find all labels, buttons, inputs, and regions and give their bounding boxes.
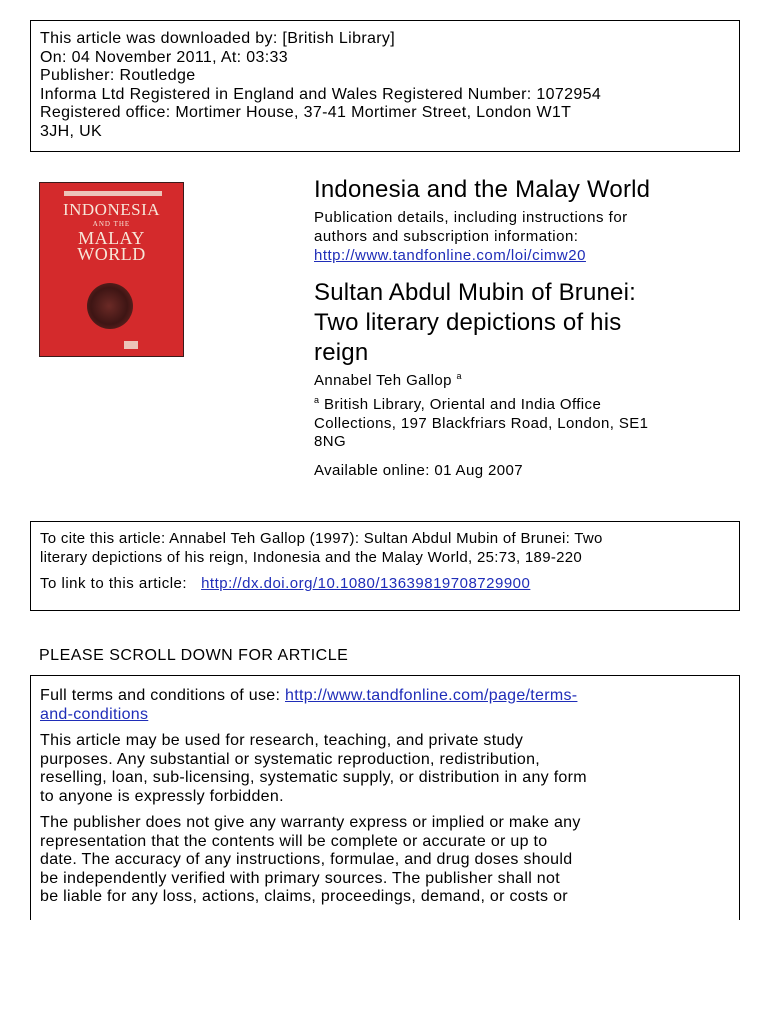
- terms-url-link[interactable]: http://www.tandfonline.com/page/terms-: [285, 687, 578, 704]
- terms-url-link[interactable]: and-conditions: [40, 705, 149, 723]
- scroll-notice: PLEASE SCROLL DOWN FOR ARTICLE: [39, 647, 349, 664]
- available-online-date: Available online: 01 Aug 2007: [314, 462, 523, 479]
- download-notice-line: 3JH, UK: [40, 122, 103, 140]
- cover-header-band: [64, 191, 162, 196]
- citation-line: To cite this article: Annabel Teh Gallop (1997): Sultan Abdul Mubin of Brunei: Two: [40, 530, 603, 547]
- citation-box: [30, 521, 740, 611]
- author-affiliation: [314, 391, 648, 452]
- terms-box: [30, 675, 740, 920]
- author-name-text: Annabel Teh Gallop: [314, 372, 452, 389]
- doi-link[interactable]: http://dx.doi.org/10.1080/13639819708729900: [201, 575, 531, 592]
- disclaimer-line: date. The accuracy of any instructions, formulae, and drug doses should: [40, 851, 573, 868]
- usage-line: This article may be used for research, teaching, and private study: [40, 732, 524, 749]
- download-notice-line: Publisher: Routledge: [40, 67, 196, 84]
- publication-details-line: authors and subscription information:: [314, 228, 579, 245]
- affiliation-text: British Library, Oriental and India Office: [323, 396, 602, 413]
- doi-link-row: [40, 575, 731, 592]
- cover-title-line: AND THE: [92, 220, 131, 228]
- usage-paragraph: [40, 732, 731, 806]
- download-notice-line: Informa Ltd Registered in England and Wales Registered Number: 1072954: [40, 85, 602, 103]
- download-notice-line: This article was downloaded by: [British Library]: [40, 30, 396, 47]
- disclaimer-line: The publisher does not give any warranty express or implied or make any: [40, 814, 581, 831]
- download-notice-line: On: 04 November 2011, At: 03:33: [40, 48, 289, 66]
- download-notice-line: Registered office: Mortimer House, 37-41 Mortimer Street, London W1T: [40, 104, 572, 121]
- terms-label: Full terms and conditions of use:: [40, 687, 281, 704]
- citation-line: literary depictions of his reign, Indonesia and the Malay World, 25:73, 189-220: [40, 549, 583, 566]
- journal-cover-image: [39, 182, 184, 357]
- article-title-line: Sultan Abdul Mubin of Brunei:: [314, 279, 637, 306]
- author-superscript: a: [456, 371, 462, 381]
- article-title: [314, 278, 636, 368]
- routledge-logo-icon: [124, 341, 138, 349]
- cover-title-line: INDONESIA: [62, 200, 161, 219]
- circular-emblem-icon: [87, 283, 133, 329]
- affiliation-superscript: a: [314, 395, 320, 405]
- affiliation-line: 8NG: [314, 433, 347, 450]
- usage-line: reselling, loan, sub-licensing, systematic supply, or distribution in any form: [40, 769, 587, 786]
- disclaimer-line: representation that the contents will be complete or accurate or up to: [40, 832, 548, 850]
- citation-text: [40, 529, 731, 567]
- journal-title: Indonesia and the Malay World: [314, 176, 651, 203]
- terms-paragraph: [40, 687, 731, 724]
- cover-title-line: WORLD: [77, 244, 146, 264]
- journal-url-link[interactable]: http://www.tandfonline.com/loi/cimw20: [314, 247, 586, 264]
- affiliation-line: [314, 391, 648, 415]
- doi-link-label: To link to this article:: [40, 575, 188, 592]
- publication-details-line: Publication details, including instructions for: [314, 209, 628, 226]
- affiliation-line: Collections, 197 Blackfriars Road, London, SE1: [314, 414, 649, 432]
- publication-details: [314, 208, 628, 265]
- cover-title-line: MALAY: [78, 228, 145, 248]
- usage-line: purposes. Any substantial or systematic reproduction, redistribution,: [40, 750, 541, 768]
- author-name: [314, 371, 462, 389]
- article-title-line: Two literary depictions of his: [314, 309, 622, 336]
- article-title-line: reign: [314, 339, 369, 366]
- disclaimer-line: be liable for any loss, actions, claims, proceedings, demand, or costs or: [40, 888, 568, 905]
- usage-line: to anyone is expressly forbidden.: [40, 787, 284, 805]
- disclaimer-paragraph: [40, 814, 731, 907]
- disclaimer-line: be independently verified with primary sources. The publisher shall not: [40, 869, 560, 887]
- download-notice-box: [30, 20, 740, 152]
